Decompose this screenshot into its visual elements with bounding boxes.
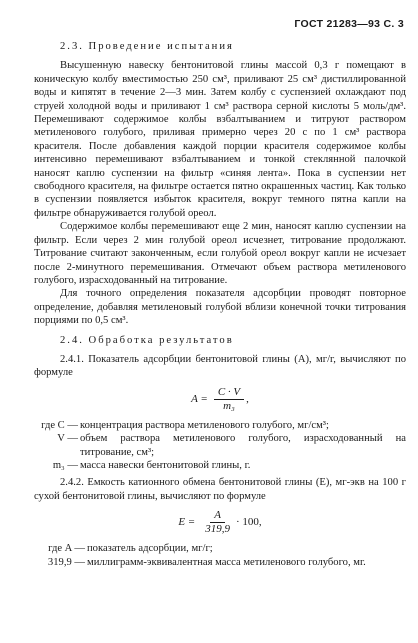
formula-1-fraction [214, 386, 244, 413]
legend-item [34, 542, 406, 555]
legend-text: миллиграмм-эквивалентная масса метиленового голубого, мг. [87, 556, 366, 568]
formula-cation-exchange [34, 509, 406, 536]
legend-item [34, 556, 406, 569]
legend-item [34, 419, 406, 432]
legend-symbol: V — [57, 433, 78, 445]
paragraph-2-4-1: 2.4.1. Показатель адсорбции бентонитовой глины (A), мг/г, вычисляют по формуле [34, 353, 406, 379]
formula-1-lhs: A = [191, 392, 208, 405]
document-body [34, 40, 406, 569]
paragraph-procedure-2: Содержимое колбы перемешивают еще 2 мин, наносят каплю суспензии на фильтр. Если через 2 мин голубой ореол исчезнет, титрование продолжают. Титрование считают законченным, если голубой ореол вокруг капли не исчезает после 2-минутного перемешивания. Отмечают объем раствора метиленового голубого, израсходованный на титрование. [34, 221, 406, 286]
legend-item [34, 459, 406, 472]
formula-2-denominator: 319,9 [205, 523, 230, 536]
legend-symbol: где A — [48, 543, 85, 555]
section-2-3-title: 2.3. Проведение испытания [60, 41, 234, 52]
legend-text: концентрация раствора метиленового голубого, мг/см³; [80, 419, 329, 431]
paragraph-2-4-2: 2.4.2. Емкость катионного обмена бентонитовой глины (E), мг-экв на 100 г сухой бентонитовой глины, вычисляют по формуле [34, 477, 406, 502]
legend-symbol: 319,9 — [47, 556, 85, 568]
page-header: ГОСТ 21283—93 С. 3 [294, 18, 404, 30]
legend-text: показатель адсорбции, мг/г; [87, 543, 213, 555]
formula-2-numerator: A [210, 509, 225, 523]
legend-symbol: где C — [41, 419, 78, 431]
legend-text: объем раствора метиленового голубого, израсходованный на титрование, см³; [80, 433, 406, 458]
formula-adsorption [34, 386, 406, 413]
legend-symbol: m₃ — [52, 459, 78, 471]
paragraph-procedure-3: Для точного определения показателя адсорбции проводят повторное определение, добавляя метиленовый голубой вблизи конечной точки титрования порциями по 0,5 см³. [34, 288, 406, 327]
paragraph-procedure-1: Высушенную навеску бентонитовой глины массой 0,3 г помещают в коническую колбу вместимостью 250 см³, приливают 25 см³ дистиллированной воды и кипятят в течение 2—3 мин. Затем колбу с суспензией охлаждают под струей холодной воды и приливают 1 см³ раствора серной кислоты 5 моль/дм³. Перемешивают содержимое колбы взбалтыванием и титруют раствором метиленового голубого, приливая примерно через 20 с по 1 см³ раствора красителя. После добавления каждой порции красителя содержимое колбы интенсивно перемешивают взбалтыванием и тонкой стеклянной палочкой наносят каплю суспензии на фильтр «синяя лента». Пока в суспензии нет свободного красителя, на фильтре остается пятно окрашенных частиц. Как только в суспензии появляется избыток красителя, вокруг темного пятна капли на фильтре обнаруживается голубой ореол. [34, 60, 406, 219]
formula-2-fraction [201, 509, 234, 536]
formula-1-tail: , [246, 392, 249, 405]
formula-1-denominator: m₃ [223, 399, 235, 412]
legend-item [34, 432, 406, 459]
section-2-4-title: 2.4. Обработка результатов [60, 334, 234, 346]
formula-1-numerator: C · V [214, 386, 244, 400]
formula-2-tail: · 100, [235, 515, 262, 528]
legend-text: масса навески бентонитовой глины, г. [80, 459, 251, 471]
formula-2-lhs: E = [178, 515, 196, 528]
